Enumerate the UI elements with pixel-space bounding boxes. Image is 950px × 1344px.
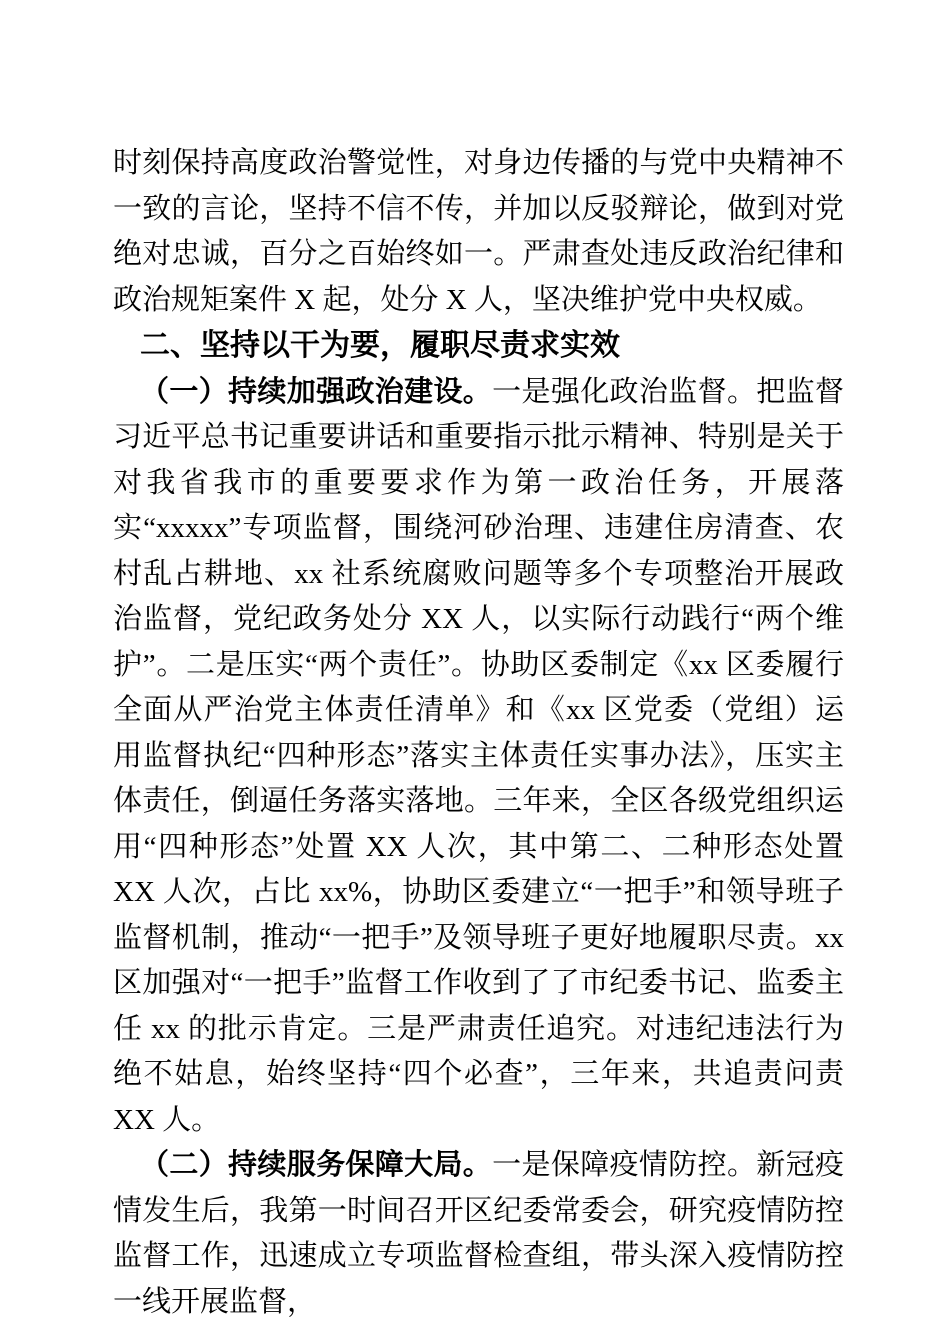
paragraph-3 (113, 370, 844, 1144)
section-heading-text: 二、坚持以干为要，履职尽责求实效 (140, 328, 620, 363)
lead-in-text: （二）持续服务保障大局。 (140, 1149, 493, 1181)
section-heading (113, 323, 844, 370)
paragraph-1 (113, 141, 844, 323)
body-text-run: 一是强化政治监督。把监督习近平总书记重要讲话和重要指示批示精神、特别是关于对我省我市的重要要求作为第一政治任务，开展落实“xxxxx”专项监督，围绕河砂治理、违建住房清查、农村乱占耕地、xx 社系统腐败问题等多个专项整治开展政治监督，党纪政务处分 XX 人，以实际行动践行“两个维护”。二是压实“两个责任”。协助区委制定《xx 区委履行全面从严治党主体责任清单》和《xx 区党委（党组）运用监督执纪“四种形态”落实主体责任实事办法》，压实主体责任，倒逼任务落实落地。三年来，全区各级党组织运用“四种形态”处置 XX 人次，其中第二、二种形态处置 XX 人次，占比 xx%，协助区委建立“一把手”和领导班子监督机制，推动“一把手”及领导班子更好地履职尽责。xx 区加强对“一把手”监督工作收到了了市纪委书记、监委主任 xx 的批示肯定。三是严肃责任追究。对违纪违法行为绝不姑息，始终坚持“四个必查”，三年来，共追责问责 XX 人。 (113, 375, 844, 1136)
body-text-run: 一是保障疫情防控。新冠疫情发生后，我第一时间召开区纪委常委会，研究疫情防控监督工作，迅速成立专项监督检查组，带头深入疫情防控一线开展监督， (113, 1149, 844, 1318)
body-text-run: 时刻保持高度政治警觉性，对身边传播的与党中央精神不一致的言论，坚持不信不传，并加以反驳辩论，做到对党绝对忠诚，百分之百始终如一。严肃查处违反政治纪律和政治规矩案件 X 起，处分 X 人，坚决维护党中央权威。 (113, 147, 844, 316)
lead-in-text: （一）持续加强政治建设。 (140, 375, 493, 408)
paragraph-4 (113, 1143, 844, 1325)
document-content (113, 141, 844, 1325)
